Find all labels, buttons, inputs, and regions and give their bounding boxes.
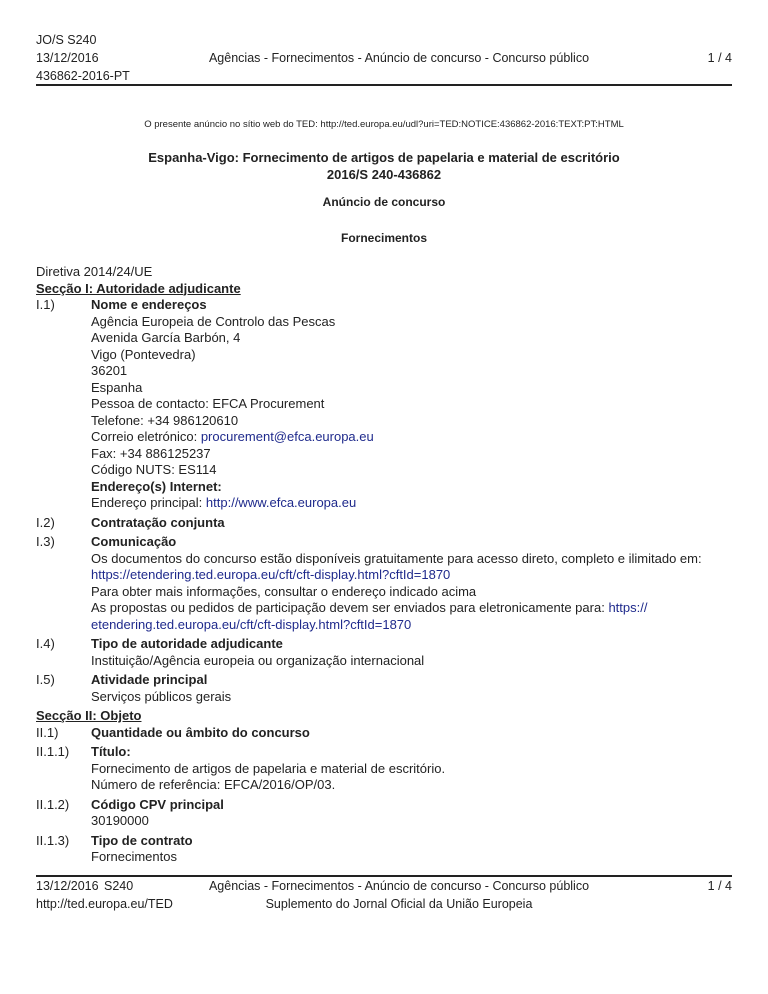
header-date: 13/12/2016: [36, 51, 99, 65]
item-label: Título:: [91, 744, 131, 759]
city: Vigo (Pontevedra): [91, 346, 196, 362]
item-i2: [36, 515, 736, 532]
item-i4: [36, 636, 736, 669]
main-address-link[interactable]: http://www.efca.europa.eu: [205, 495, 357, 510]
item-label: Atividade principal: [91, 672, 208, 687]
footer-series: S240: [104, 879, 134, 893]
authority-name: Agência Europeia de Controlo das Pescas: [91, 313, 336, 329]
item-i5: [36, 672, 736, 705]
item-number: I.5): [36, 672, 55, 687]
street-address: Avenida García Barbón, 4: [91, 330, 241, 345]
submit-link-part1[interactable]: https://: [608, 600, 648, 615]
page-header: [36, 31, 732, 85]
directive: Diretiva 2014/24/UE: [36, 264, 153, 279]
item-i3: [36, 534, 736, 633]
item-number: I.4): [36, 636, 55, 651]
item-i1: [36, 297, 736, 512]
internet-label: Endereço(s) Internet:: [91, 478, 222, 494]
notice-category: Fornecimentos: [340, 231, 427, 245]
doc-id: 436862-2016-PT: [36, 69, 130, 83]
ted-url-line: O presente anúncio no sítio web do TED: http://ted.europa.eu/udl?uri=TED:NOTICE:436862-2016:TEXT:PT:HTML: [144, 119, 624, 130]
item-ii1: [36, 725, 736, 742]
notice-number: 2016/S 240-436862: [326, 167, 442, 182]
item-number: I.3): [36, 534, 55, 549]
page-footer: [36, 877, 732, 913]
email-label: Correio eletrónico:: [91, 429, 201, 444]
footer-title: Agências - Fornecimentos - Anúncio de concurso - Concurso público: [208, 879, 590, 893]
docs-text: Os documentos do concurso estão disponíveis gratuitamente para acesso direto, completo e ilimitado em:: [91, 550, 702, 566]
item-ii12: [36, 797, 736, 830]
submit-text: As propostas ou pedidos de participação devem ser enviados para eletronicamente para:: [91, 600, 609, 615]
footer-date: 13/12/2016: [36, 879, 99, 893]
contract-type: Fornecimentos: [91, 849, 177, 864]
nuts-code: Código NUTS: ES114: [91, 462, 217, 477]
header-title: Agências - Fornecimentos - Anúncio de concurso - Concurso público: [208, 51, 590, 65]
submit-link-part2[interactable]: etendering.ted.europa.eu/cft/cft-display.html?cftId=1870: [91, 616, 412, 632]
email-link[interactable]: procurement@efca.europa.eu: [200, 429, 374, 444]
notice-title-line1: Espanha-Vigo: Fornecimento de artigos de papelaria e material de escritório: [148, 150, 620, 165]
item-label: Tipo de contrato: [91, 832, 193, 848]
item-number: II.1.2): [36, 796, 70, 812]
item-ii11: [36, 744, 736, 794]
contract-title: Fornecimento de artigos de papelaria e material de escritório.: [91, 760, 446, 776]
notice-kind: Anúncio de concurso: [322, 195, 446, 209]
telephone: Telefone: +34 986120610: [91, 412, 239, 428]
contact-person: Pessoa de contacto: EFCA Procurement: [91, 396, 325, 411]
item-value: Instituição/Agência europeia ou organização internacional: [91, 652, 425, 668]
item-value: Serviços públicos gerais: [91, 688, 232, 704]
item-label: Comunicação: [91, 534, 177, 549]
item-label: Quantidade ou âmbito do concurso: [91, 724, 310, 740]
info-text: Para obter mais informações, consultar o endereço indicado acima: [91, 583, 477, 599]
header-page-number: 1 / 4: [707, 51, 732, 65]
header-rule: [36, 84, 732, 86]
item-number: II.1.3): [36, 832, 70, 848]
item-label: Nome e endereços: [91, 297, 207, 312]
item-label: Tipo de autoridade adjudicante: [91, 636, 283, 651]
item-number: I.1): [36, 297, 55, 312]
section-1-heading: Secção I: Autoridade adjudicante: [36, 280, 241, 296]
footer-supplement: Suplemento do Jornal Oficial da União Europeia: [265, 897, 533, 911]
postal-code: 36201: [91, 363, 128, 378]
journal-ref: JO/S S240: [36, 33, 97, 47]
main-address-label: Endereço principal:: [91, 495, 206, 510]
item-label: Código CPV principal: [91, 796, 224, 812]
notice-title: [0, 149, 768, 183]
fax: Fax: +34 886125237: [91, 445, 211, 461]
cpv-code: 30190000: [91, 813, 149, 828]
docs-link[interactable]: https://etendering.ted.europa.eu/cft/cft-display.html?cftId=1870: [91, 567, 451, 582]
footer-url: http://ted.europa.eu/TED: [36, 897, 173, 911]
notice-body: [36, 264, 736, 866]
section-2-heading: Secção II: Objeto: [36, 708, 142, 723]
item-number: II.1.1): [36, 744, 70, 759]
item-number: II.1): [36, 724, 59, 740]
item-number: I.2): [36, 514, 55, 530]
footer-page-number: 1 / 4: [707, 879, 732, 893]
item-label: Contratação conjunta: [91, 514, 225, 530]
country: Espanha: [91, 379, 143, 395]
item-ii13: [36, 833, 736, 866]
reference-number: Número de referência: EFCA/2016/OP/03.: [91, 777, 336, 792]
